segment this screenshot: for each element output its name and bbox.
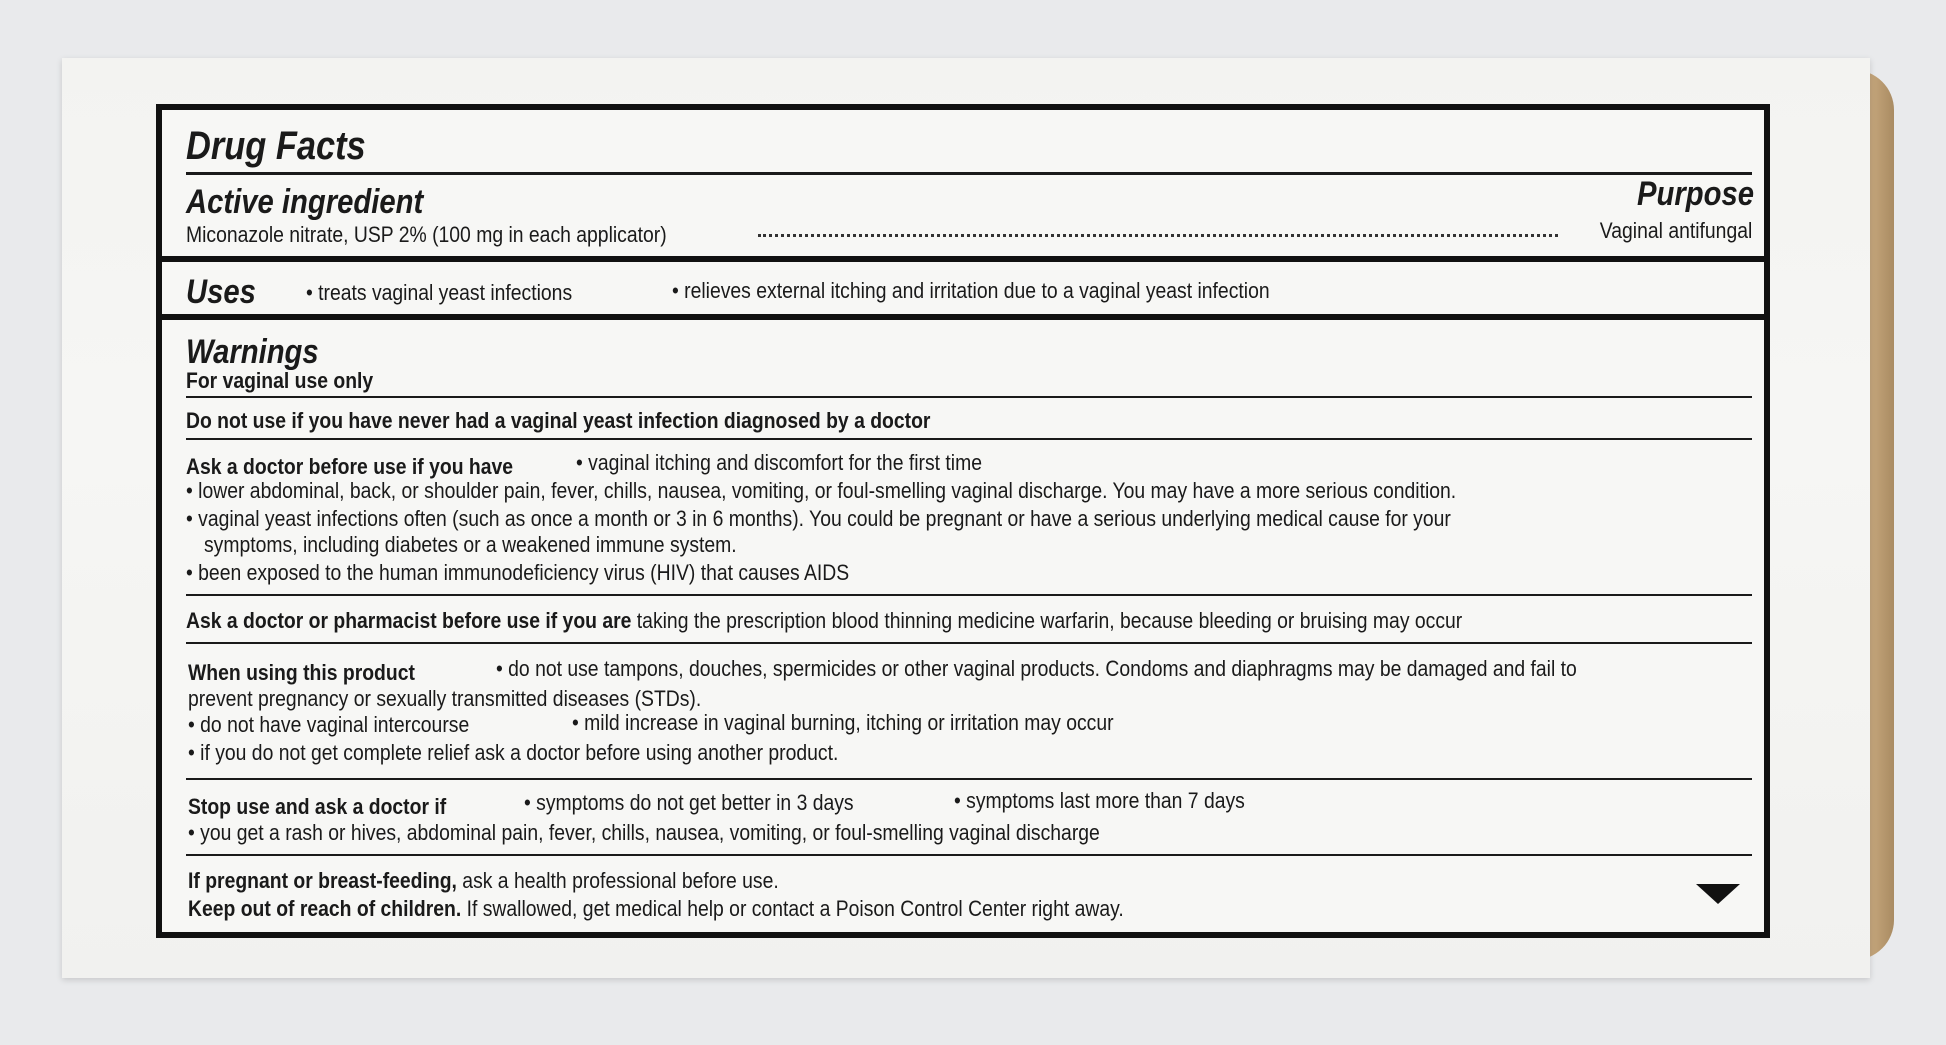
keep-out-warning	[188, 896, 1124, 922]
leader-dots	[758, 234, 1558, 237]
ask-pharmacist-label: Ask a doctor or pharmacist before use if you are	[186, 608, 632, 633]
stop-use-item-rash: • you get a rash or hives, abdominal pain, fever, chills, nausea, vomiting, or foul-smelling vaginal discharge	[188, 820, 1100, 845]
drug-facts-title: Drug Facts	[186, 124, 366, 168]
when-using-item-relief: • if you do not get complete relief ask a doctor before using another product.	[188, 740, 839, 765]
ask-doctor-item-often: • vaginal yeast infections often (such as once a month or 3 in 6 months). You could be pregnant or have a serious underlying medical cause for your	[186, 506, 1451, 531]
stop-use-item-7-days: • symptoms last more than 7 days	[954, 788, 1245, 813]
ask-pharmacist-warning	[186, 608, 1462, 634]
stop-use-label: Stop use and ask a doctor if	[188, 794, 447, 819]
ask-doctor-item-pain: • lower abdominal, back, or shoulder pain, fever, chills, nausea, vomiting, or foul-smelling vaginal discharge. You may have a more serious condition.	[186, 478, 1457, 503]
ask-doctor-item-first-time: • vaginal itching and discomfort for the first time	[576, 450, 982, 475]
section-rule-warnings	[162, 314, 1764, 320]
pregnant-warning	[188, 868, 779, 894]
keep-out-text: If swallowed, get medical help or contact a Poison Control Center right away.	[461, 896, 1124, 921]
when-using-label: When using this product	[188, 660, 415, 685]
ask-doctor-item-often-cont: symptoms, including diabetes or a weakened immune system.	[204, 532, 737, 557]
rule-do-not-use	[186, 396, 1752, 398]
uses-heading: Uses	[186, 273, 256, 311]
keep-out-label: Keep out of reach of children.	[188, 896, 462, 921]
active-ingredient-heading: Active ingredient	[186, 183, 424, 221]
ask-doctor-label: Ask a doctor before use if you have	[186, 454, 514, 479]
when-using-item-intercourse: • do not have vaginal intercourse	[188, 712, 470, 737]
purpose-text: Vaginal antifungal	[1599, 218, 1752, 243]
title-rule	[186, 172, 1752, 175]
continued-triangle-icon	[1696, 884, 1740, 904]
stop-use-item-3-days: • symptoms do not get better in 3 days	[524, 790, 854, 815]
pregnant-text: ask a health professional before use.	[456, 868, 779, 893]
warnings-heading: Warnings	[186, 333, 319, 371]
rule-when-using	[186, 642, 1752, 644]
when-using-item-burning: • mild increase in vaginal burning, itching or irritation may occur	[572, 710, 1114, 735]
when-using-item-tampons: • do not use tampons, douches, spermicides or other vaginal products. Condoms and diaphragms may be damaged and fail to	[496, 656, 1577, 681]
rule-pregnant	[186, 854, 1752, 856]
active-ingredient-text: Miconazole nitrate, USP 2% (100 mg in each applicator)	[186, 222, 667, 247]
section-rule-uses	[162, 256, 1764, 262]
rule-ask-pharmacist	[186, 594, 1752, 596]
uses-item-yeast: • treats vaginal yeast infections	[306, 280, 573, 305]
ask-doctor-item-hiv: • been exposed to the human immunodeficiency virus (HIV) that causes AIDS	[186, 560, 850, 585]
rule-ask-doctor	[186, 438, 1752, 440]
rule-stop-use	[186, 778, 1752, 780]
purpose-heading: Purpose	[1636, 175, 1754, 213]
do-not-use-warning: Do not use if you have never had a vaginal yeast infection diagnosed by a doctor	[186, 408, 931, 433]
drug-facts-panel	[156, 104, 1770, 938]
ask-pharmacist-text: taking the prescription blood thinning medicine warfarin, because bleeding or bruising may occur	[631, 608, 1463, 633]
pregnant-label: If pregnant or breast-feeding,	[188, 868, 457, 893]
vaginal-use-only: For vaginal use only	[186, 368, 374, 393]
uses-item-itching: • relieves external itching and irritation due to a vaginal yeast infection	[672, 278, 1270, 303]
when-using-item-tampons-cont: prevent pregnancy or sexually transmitted diseases (STDs).	[188, 686, 702, 711]
